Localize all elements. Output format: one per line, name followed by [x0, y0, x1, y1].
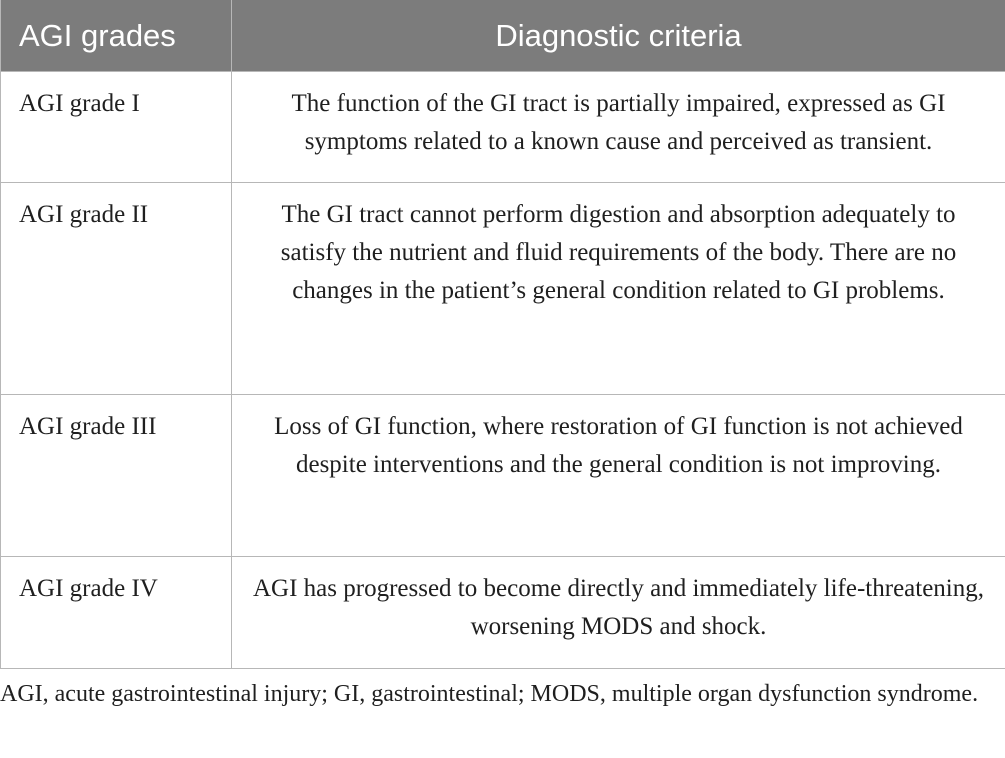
- grade-cell: AGI grade I: [1, 72, 232, 183]
- header-row: [1, 0, 1005, 72]
- grade-cell: AGI grade III: [1, 395, 232, 557]
- grade-cell: AGI grade IV: [1, 557, 232, 669]
- criteria-cell: AGI has progressed to become directly and immediately life-threatening, worsening MODS and shock.: [232, 557, 1005, 669]
- criteria-cell: The GI tract cannot perform digestion and absorption adequately to satisfy the nutrient and fluid requirements of the body. There are no changes in the patient’s general condition related to GI problems.: [232, 183, 1005, 395]
- header-diagnostic-criteria: Diagnostic criteria: [232, 0, 1005, 72]
- table-row: [1, 183, 1005, 395]
- table-footnote: AGI, acute gastrointestinal injury; GI, gastrointestinal; MODS, multiple organ dysfunction syndrome.: [0, 681, 979, 707]
- header-agi-grades: AGI grades: [1, 0, 232, 72]
- table-header: [1, 0, 1005, 72]
- table-row: [1, 557, 1005, 669]
- table-body: [1, 72, 1005, 669]
- table-row: [1, 395, 1005, 557]
- criteria-cell: Loss of GI function, where restoration of GI function is not achieved despite interventions and the general condition is not improving.: [232, 395, 1005, 557]
- table-row: [1, 72, 1005, 183]
- criteria-cell: The function of the GI tract is partially impaired, expressed as GI symptoms related to a known cause and perceived as transient.: [232, 72, 1005, 183]
- grade-cell: AGI grade II: [1, 183, 232, 395]
